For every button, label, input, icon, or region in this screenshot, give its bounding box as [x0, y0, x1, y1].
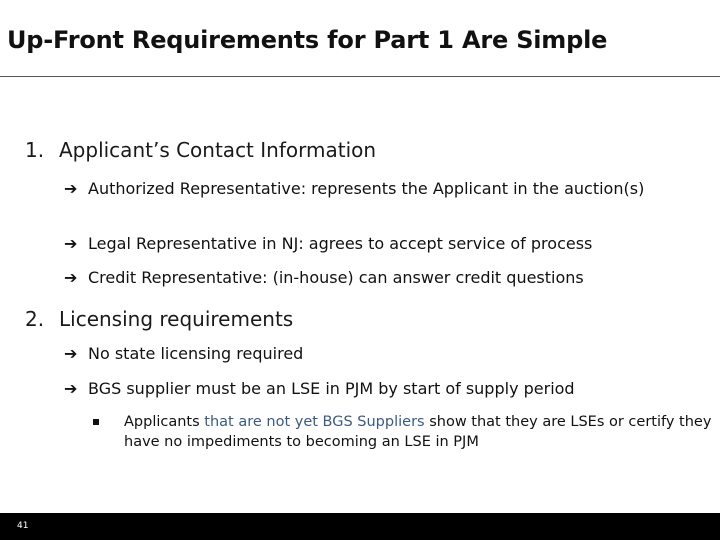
- sub-sub-item-text-part1: Applicants: [124, 414, 205, 430]
- sub-sub-item-text: [124, 412, 714, 452]
- list-item-heading: Applicant’s Contact Information: [59, 138, 377, 162]
- footer-bar: [0, 513, 720, 540]
- arrow-icon: ➔: [64, 179, 78, 198]
- arrow-icon: ➔: [64, 234, 78, 253]
- page-number: 41: [17, 521, 29, 531]
- sub-item-text: No state licensing required: [88, 344, 304, 363]
- sub-item-text: BGS supplier must be an LSE in PJM by start of supply period: [88, 379, 575, 398]
- list-item-heading: Licensing requirements: [59, 307, 294, 331]
- arrow-icon: ➔: [64, 344, 78, 363]
- title-divider: [0, 76, 720, 77]
- sub-item-text: Authorized Representative: represents the Applicant in the auction(s): [88, 179, 645, 198]
- highlighted-text: that are not yet BGS Suppliers: [204, 414, 425, 430]
- list-item-number: 2.: [25, 307, 45, 331]
- sub-item-text: Credit Representative: (in-house) can answer credit questions: [88, 268, 584, 287]
- list-item-number: 1.: [25, 138, 45, 162]
- arrow-icon: ➔: [64, 268, 78, 287]
- sub-item-text: Legal Representative in NJ: agrees to accept service of process: [88, 234, 593, 253]
- arrow-icon: ➔: [64, 379, 78, 398]
- slide-title: Up-Front Requirements for Part 1 Are Simple: [7, 26, 608, 54]
- square-bullet-icon: [93, 419, 99, 425]
- sub-sub-item-text-part2: show that they are LSEs or certify they have no impediments to becoming an LSE in PJM: [124, 414, 712, 450]
